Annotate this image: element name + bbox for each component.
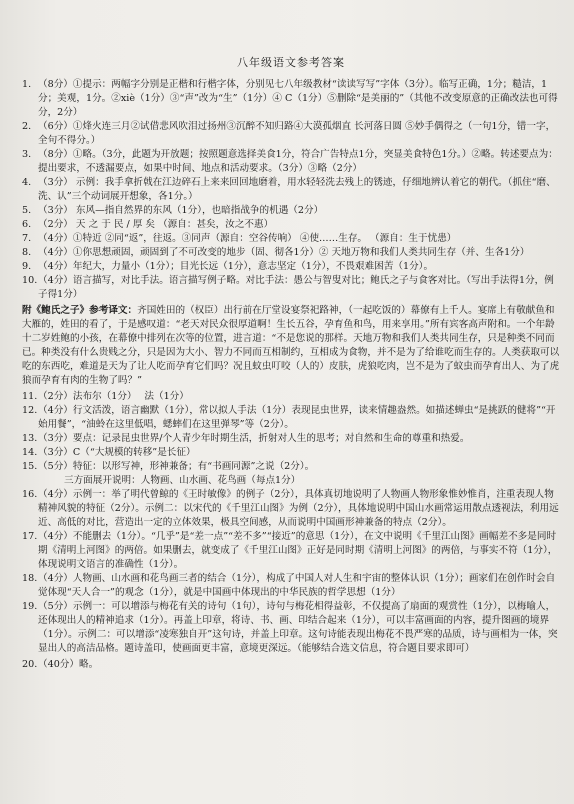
- answer-text: （4分）人物画、山水画和花鸟画三者的结合（1分），构成了中国人对人生和宇宙的整体认识（1分）；画家们在创作时会自觉体现“天人合一”的观念（1分），就是中国画中体现出的中华民族的哲学思想（1分）: [38, 573, 556, 598]
- answer-text: （4分）示例一：举了明代曾鲸的《王时敏像》的例子（2分），具体真切地说明了人物画人物形象惟妙惟肖，注重表现人物精神风貌的特征（2分）。示例二：以宋代的《千里江山图》为例（2分），具体地说明中国山水画常运用散点透视法，利用远近、高低的对比，营造出一定的立体效果，极具空间感，从而说明中国画形神兼备的特点（2分）。: [38, 489, 559, 528]
- answer-text: （4分）①你思想顽固，顽固到了不可改变的地步（固、彻各1分）② 天地万物和我们人类共同生存（并、生各1分）: [38, 247, 530, 258]
- answer-text: （4分）①特近 ②同“返”，往返。③同声（源自：空谷传响） ④使……生存。 （源自：生于忧患）: [38, 233, 457, 244]
- answer-item: [22, 432, 560, 446]
- answer-number: 4.: [22, 177, 32, 188]
- document-title: 八年级语文参考答案: [237, 56, 345, 69]
- answer-number: 12.: [22, 405, 38, 416]
- answer-number: 1.: [22, 79, 32, 90]
- answer-item: [22, 218, 560, 232]
- answer-item: [22, 78, 560, 120]
- answer-number: 2.: [22, 121, 32, 132]
- answer-text: （4分）行文活泼，语言幽默（1分），常以拟人手法（1分）表现昆虫世界，读来情趣盎然。如描述蝉虫“是挑跃的健将”“开始用餐”，“油蛉在这里低唱，蟋蟀们在这里弹琴”等（2分）。: [38, 405, 556, 430]
- answer-number: 3.: [22, 149, 32, 160]
- answer-item: [22, 176, 560, 204]
- answer-text: （4分）语言描写，对比手法。语言描写例子略。对比手法：愚公与智叟对比；鲍氏之子与食客对比。（写出手法得1分，例子得1分）: [38, 275, 554, 300]
- answer-number: 16.: [22, 489, 38, 500]
- translation-block: [22, 304, 560, 388]
- answers-part-1: [22, 78, 560, 302]
- answer-number: 15.: [22, 461, 38, 472]
- translation-heading: 附《鲍氏之子》参考译文：: [22, 305, 138, 316]
- answer-item: [22, 460, 560, 474]
- answer-item: [22, 274, 560, 302]
- answer-number: 8.: [22, 247, 32, 258]
- answer-text: （3分） 东风—指自然界的东风（1分），也暗指战争的机遇（2分）: [38, 205, 324, 216]
- answer-text: （2分） 天 之 于 民 / 厚 矣 （源自：甚矣，汝之不惠）: [38, 219, 274, 230]
- answer-item: [22, 600, 560, 656]
- answer-text: （8分）①提示：两幅字分别是正楷和行楷字体，分别见七八年级教材“读读写写”字体（3分）。临写正确，1分；糙洁，1分；美观，1分。②xiè（1分）③“声”改为“生”（1分）④ C（1分）⑤删除“是美丽的”（其他不改变原意的正确改法也可得分，2分）: [38, 79, 558, 118]
- answer-text: （3分）C（“大规模的转移”是长征）: [38, 447, 196, 458]
- answer-item: [22, 446, 560, 460]
- section-subheading: 三方面展开说明：人物画、山水画、花鸟画（每点1分）: [64, 475, 301, 486]
- answer-item: [22, 120, 560, 148]
- answer-item: [22, 232, 560, 246]
- answer-text: （5分）特征：以形写神，形神兼备；有“书画同源”之说（2分）。: [38, 461, 315, 472]
- answer-item: [22, 246, 560, 260]
- answer-item: [22, 404, 560, 432]
- answer-number: 5.: [22, 205, 32, 216]
- answer-text: （6分）①烽火连三月②试借悲风吹泪过扬州③沉醉不知归路④大漠孤烟直 长河落日圆 ⑤妙手偶得之（一句1分，错一字，全句不得分。）: [38, 121, 556, 146]
- answer-item: [22, 260, 560, 274]
- answer-item: [22, 572, 560, 600]
- answers-part-2: [22, 390, 560, 474]
- answer-number: 6.: [22, 219, 32, 230]
- answer-text: （8分）①略。（3分，此题为开放题；按照题意选择美食1分，符合广告特点1分，突显美食特色1分。）②略。转述要点为：提出要求，不透漏要点，如果中时间、地点和活动要求。（3分）③略（2分）: [38, 149, 558, 174]
- answers-part-3: [22, 488, 560, 656]
- answer-text: （4分）年纪大，力量小（1分）；目光长远（1分），意志坚定（1分），不畏艰难困苦（1分）。: [38, 261, 434, 272]
- answer-number: 19.: [22, 601, 38, 612]
- answer-item: [22, 204, 560, 218]
- answer-text: （3分） 示例：我手拿折戟在江边碎石上来来回回地磨着，用水轻轻洗去残上的锈迹，仔细地辨认着它的朝代。（抓住“磨、洗、认”三个动词展开想象，各1分。）: [38, 177, 556, 202]
- answer-item: [22, 658, 560, 672]
- answer-number: 7.: [22, 233, 32, 244]
- answer-text: （40分）略。: [38, 659, 99, 670]
- answer-text: （4分）不能删去（1分）。“几乎”是“差一点”“差不多”“接近”的意思（1分），在文中说明《千里江山图》画幅差不多是同时期《清明上河图》的两倍。如果删去，就变成了《千里江山图》正好是同时期《清明上河图》的两倍，与事实不符（1分），体现说明文语言的准确性（1分）。: [38, 531, 558, 570]
- answer-item: [22, 148, 560, 176]
- answer-number: 10.: [22, 275, 38, 286]
- answer-number: 9.: [22, 261, 32, 272]
- answer-number: 17.: [22, 531, 38, 542]
- translation-text: 齐国姓田的（权臣）出行前在厅堂设宴祭祀路神，（一起吃饭的）幕僚有上千人。宴席上有敬献鱼和大雁的，姓田的看了，于是感叹道：“老天对民众很厚道啊！生长五谷，孕育鱼和鸟，用来享用。”所有宾客高声附和。一个年龄十二岁姓鲍的小孩，在幕僚中排列在次等的位置，进言道：“不是您说的那样。天地万物和我们人类共同生存，只是种类不同而已。种类没有什么贵贱之分，只是因为大小、智力不同而互相制约，互相成为食物，并不是为了给谁吃而生存的。人类获取可以吃的东西吃，难道是天为了让人吃而孕育它们吗？况且蚊虫叮咬（人的）皮肤，虎狼吃肉，岂不是为了蚊虫而孕育出人、为了虎狼而孕育有肉的生物了吗？”: [22, 305, 560, 386]
- answer-number: 13.: [22, 433, 38, 444]
- answer-text: （5分）示例一：可以增添与梅花有关的诗句（1句），诗句与梅花相得益彰，不仅提高了扇面的观赏性（1分），以梅喻人，还体现出人的精神追求（1分）。再盖上印章，将诗、书、画、印结合起来（1分），可以丰富画面的内容，提升图画的境界（1分）。示例二：可以增添“凌寒独自开”这句诗，并盖上印章。这句诗能表现出梅花不畏严寒的品质，诗与画相为一体，突显出人的高洁品格。题诗盖印，使画面更丰富，意境更深远。（能够结合选文信息，符合题目要求即可）: [38, 601, 558, 654]
- answer-text: （3分）要点：记录昆虫世界/个人青少年时期生活，折射对人生的思考；对自然和生命的尊重和热爱。: [38, 433, 470, 444]
- answer-number: 11.: [22, 391, 38, 402]
- answer-text: （2分）法布尔（1分） 法（1分）: [38, 391, 189, 402]
- answer-number: 18.: [22, 573, 38, 584]
- answer-item: [22, 488, 560, 530]
- answer-item: [22, 390, 560, 404]
- answer-item: [22, 530, 560, 572]
- answer-number: 14.: [22, 447, 38, 458]
- answer-number: 20.: [22, 659, 38, 670]
